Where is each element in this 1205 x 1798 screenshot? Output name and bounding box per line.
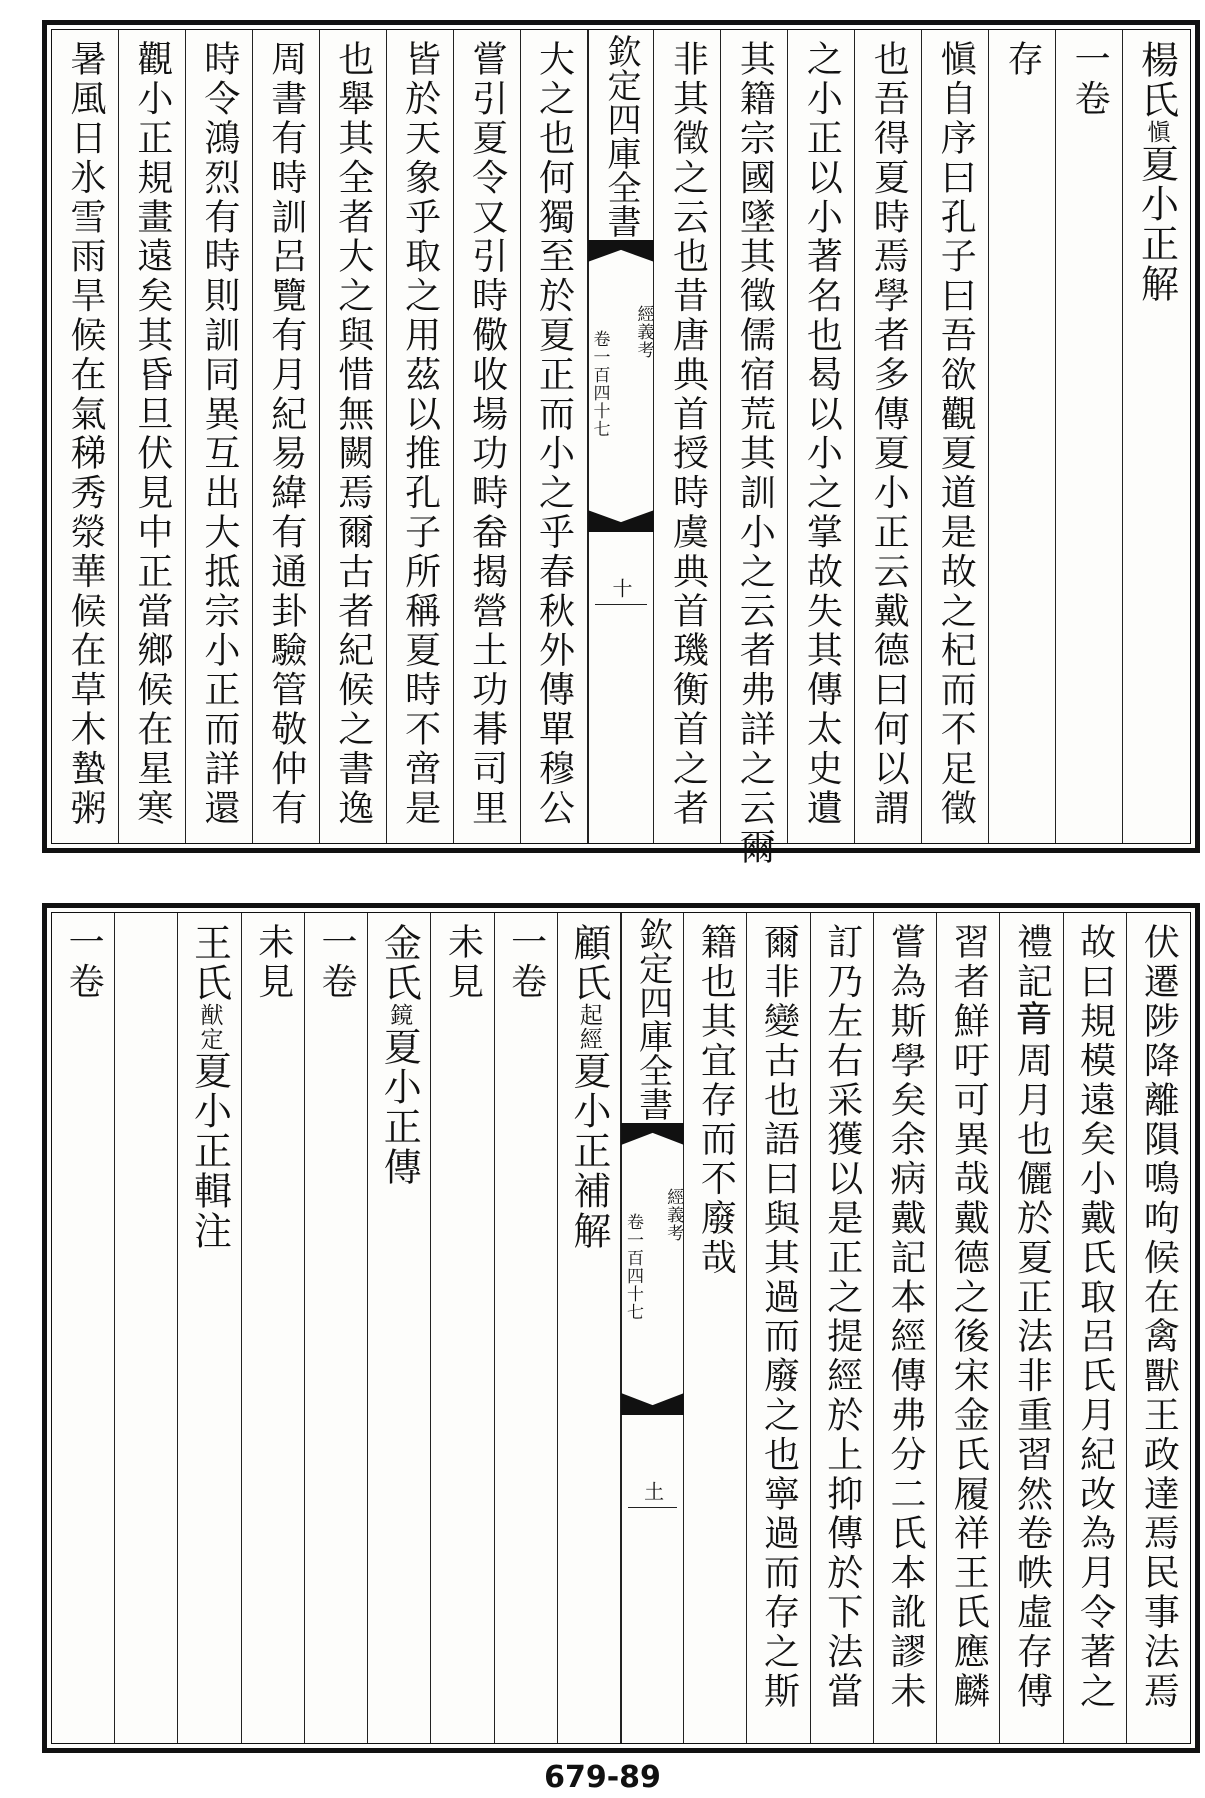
text-column: [521, 30, 588, 843]
text-column: [855, 30, 922, 843]
column-text: [734, 40, 776, 868]
text-column: [989, 30, 1056, 843]
library-title: 欽定四庫全書: [632, 917, 673, 1121]
body-text: 一卷: [315, 923, 357, 1002]
book-title-text: 顧氏: [566, 923, 611, 1003]
upper-page-frame: [51, 29, 1191, 868]
leaf-number-rule: [628, 1507, 677, 1508]
column-text: [1074, 923, 1116, 1711]
fishtail-mark-bottom: [621, 1393, 684, 1415]
text-column: [431, 913, 494, 1743]
body-text: 之小正以小著名也曷以小之掌故失其傳太史遺: [801, 40, 843, 828]
body-text: 也吾得夏時焉學者多傳夏小正云戴德曰何以謂: [868, 40, 910, 828]
column-text: [821, 923, 863, 1711]
body-text: 時令鴻烈有時則訓同異互出大抵宗小正而詳還: [198, 40, 240, 828]
fishtail-mark-bottom: [588, 510, 655, 532]
text-column: [721, 30, 788, 868]
text-column: [454, 30, 521, 843]
leaf-number: 土: [640, 1481, 665, 1501]
lower-page: [42, 903, 1200, 1753]
text-column: [811, 913, 874, 1743]
column-text: [935, 40, 977, 828]
column-text: [252, 923, 294, 1002]
text-column: [52, 30, 119, 843]
body-text: 一卷: [63, 923, 105, 1002]
column-text: [533, 40, 575, 828]
column-text: [442, 923, 484, 1002]
text-column: [1056, 30, 1123, 843]
body-text: 嘗為斯學矣余病戴記本經傳弗分二氏本訛謬未: [884, 923, 926, 1711]
text-column: [788, 30, 855, 843]
text-column: [52, 913, 115, 1743]
leaf-number: 十: [608, 578, 633, 598]
text-column: [305, 913, 368, 1743]
column-text: [64, 40, 106, 828]
text-column: [1000, 913, 1063, 1743]
body-text: 暑風日氷雪雨旱候在氣稊秀滎華候在草木蟄粥: [64, 40, 106, 828]
body-text: 觀小正規畫遠矣其昏旦伏見中正當鄉候在星寒: [131, 40, 173, 828]
body-text: 訂乃左右采獲以是正之提經於上抑傳於下法當: [821, 923, 863, 1711]
column-text: [695, 923, 737, 1278]
body-text: 習者鮮吁可異哉戴德之後宋金氏履祥王氏應麟: [948, 923, 990, 1711]
body-text: 周書有時訓呂覽有月紀易緯有通卦驗管敬仲有: [265, 40, 307, 828]
author-name-annotation: 愼: [1143, 120, 1170, 144]
body-text: 一卷: [505, 923, 547, 1002]
column-text: [948, 923, 990, 1711]
body-text: 禮記𦚏周月也儷於夏正法非重習然卷帙虛存傅: [1011, 923, 1053, 1711]
column-text: [131, 40, 173, 828]
column-text: [868, 40, 910, 828]
column-text: [566, 923, 611, 1251]
leaf-number-rule: [595, 604, 648, 605]
body-text: 愼自序曰孔子曰吾欲觀夏道是故之杞而不足徵: [935, 40, 977, 828]
column-text: [265, 40, 307, 828]
book-title-text: 夏小正傳: [377, 1027, 422, 1187]
column-text: [1002, 40, 1044, 80]
book-title-text: 夏小正輯注: [187, 1051, 232, 1251]
book-title-text: 王氏: [187, 923, 232, 1003]
body-text: 故曰規模遠矣小戴氏取呂氏月紀改為月令著之: [1074, 923, 1116, 1711]
text-column: [186, 30, 253, 843]
body-text: 其籍宗國墜其徵儒宿荒其訓小之云者弗詳之云爾: [734, 40, 776, 868]
text-column: [495, 913, 558, 1743]
section-title: 經義考: [633, 305, 654, 359]
column-text: [1069, 40, 1111, 119]
text-column: [1127, 913, 1190, 1743]
body-text: 未見: [252, 923, 294, 1002]
body-text: 存: [1002, 40, 1044, 80]
text-column: [922, 30, 989, 843]
fishtail-mark-top: [621, 1123, 684, 1145]
text-column: [558, 913, 621, 1743]
book-title-text: 夏小正解: [1134, 144, 1179, 304]
upper-page: [42, 20, 1200, 868]
column-text: [667, 40, 709, 828]
column-text: [399, 40, 441, 828]
text-column: [684, 913, 747, 1743]
body-text: 非其徵之云也昔唐典首授時虞典首璣衡首之者: [667, 40, 709, 828]
book-title-text: 金氏: [377, 923, 422, 1003]
column-text: [187, 923, 232, 1251]
text-column: [387, 30, 454, 843]
column-text: [198, 40, 240, 828]
page-fold-column: [588, 30, 655, 843]
column-text: [332, 40, 374, 828]
text-column: [654, 30, 721, 843]
text-column: [119, 30, 186, 843]
text-column: [937, 913, 1000, 1743]
body-text: 大之也何獨至於夏正而小之乎春秋外傳單穆公: [533, 40, 575, 828]
body-text: 皆於天象乎取之用茲以推孔子所稱夏時不啻是: [399, 40, 441, 828]
body-text: 籍也其宜存而不廢哉: [695, 923, 737, 1278]
column-text: [1011, 923, 1053, 1711]
text-column: [1123, 30, 1190, 843]
column-text: [466, 40, 508, 828]
volume-label: 卷一百四十七: [623, 1213, 643, 1321]
page-fold-column: [621, 913, 684, 1743]
column-text: [1138, 923, 1180, 1711]
text-column: [178, 913, 241, 1743]
lower-page-frame: [51, 912, 1191, 1744]
section-title: 經義考: [663, 1188, 684, 1242]
text-column: [320, 30, 387, 843]
body-text: 伏遷陟降離隕鳴呴候在禽獸王政達焉民事法焉: [1138, 923, 1180, 1711]
body-text: 嘗引夏令又引時儆收場功畤畚揭營土功朞司里: [466, 40, 508, 828]
text-column: [253, 30, 320, 843]
text-column: [368, 913, 431, 1743]
body-text: 未見: [442, 923, 484, 1002]
text-column: [115, 913, 178, 1743]
body-text: 爾非變古也語曰與其過而廢之也寧過而存之斯: [758, 923, 800, 1711]
text-column: [242, 913, 305, 1743]
author-name-annotation: 鏡: [386, 1003, 413, 1027]
text-column: [1064, 913, 1127, 1743]
library-title: 欽定四庫全書: [600, 34, 641, 238]
column-text: [801, 40, 843, 828]
body-text: 也舉其全者大之與惜無闕焉爾古者紀候之書逸: [332, 40, 374, 828]
text-column: [747, 913, 810, 1743]
author-name-annotation: 起經: [575, 1003, 602, 1051]
fishtail-mark-top: [588, 240, 655, 262]
column-text: [505, 923, 547, 1002]
body-text: 一卷: [1069, 40, 1111, 119]
column-text: [63, 923, 105, 1002]
page-number-footer: 679-89: [544, 1760, 661, 1795]
column-text: [1134, 40, 1179, 304]
column-text: [884, 923, 926, 1711]
book-title-text: 夏小正補解: [566, 1051, 611, 1251]
book-title-text: 楊氏: [1134, 40, 1179, 120]
column-text: [315, 923, 357, 1002]
author-name-annotation: 猷定: [196, 1003, 223, 1051]
column-text: [758, 923, 800, 1711]
text-column: [874, 913, 937, 1743]
column-text: [377, 923, 422, 1187]
volume-label: 卷一百四十七: [589, 330, 610, 438]
